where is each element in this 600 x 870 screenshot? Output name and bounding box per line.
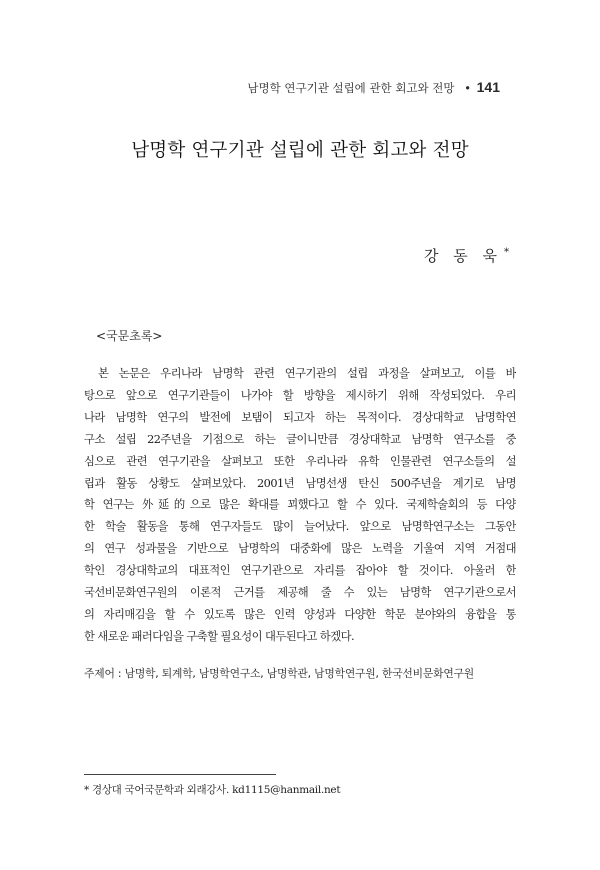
- abstract-line: 탕으로 앞으로 연구기관들이 나가야 할 방향을 제시하기 위해 작성되었다. 우리: [84, 388, 516, 402]
- footnote-divider: [84, 774, 276, 775]
- keywords: [84, 666, 474, 681]
- abstract-line: 나라 남명학 연구의 발전에 보탬이 되고자 하는 목적이다. 경상대학교 남명학연: [84, 410, 516, 424]
- abstract-line: 국선비문화연구원의 이론적 근거를 제공해 줄 수 있는 남명학 연구기관으로서: [84, 586, 516, 600]
- abstract-line: 심으로 관련 연구기관을 살펴보고 또한 우리나라 유학 인물관련 연구소들의 설: [84, 454, 516, 468]
- footnote: * 경상대 국어국문학과 외래강사. kd1115@hanmail.net: [84, 784, 341, 796]
- page-number: 141: [476, 79, 500, 95]
- abstract-body: [84, 363, 516, 648]
- abstract-label: <국문초록>: [96, 329, 163, 343]
- keywords-label: 주제어 :: [84, 667, 122, 680]
- abstract-line: 구소 설립 22주년을 기점으로 하는 글이니만큼 경상대학교 남명학 연구소를 중: [84, 432, 516, 446]
- keywords-list: 남명학, 퇴계학, 남명학연구소, 남명학관, 남명학연구원, 한국선비문화연구원: [124, 667, 475, 680]
- paper-title: 남명학 연구기관 설립에 관한 회고와 전망: [131, 140, 469, 161]
- abstract-line: 립과 활동 상황도 살펴보았다. 2001년 남명선생 탄신 500주년을 계기로 남명: [84, 476, 516, 490]
- abstract-line: 한 학술 활동을 통해 연구자들도 많이 늘어났다. 앞으로 남명학연구소는 그동안: [84, 520, 516, 534]
- abstract-line: 의 자리매김을 할 수 있도록 많은 인력 양성과 다양한 학문 분야와의 융합을 통: [84, 607, 516, 621]
- author-footnote-mark: *: [504, 247, 509, 258]
- abstract-line: 본 논문은 우리나라 남명학 관련 연구기관의 설립 과정을 살펴보고, 이를 바: [98, 367, 516, 380]
- author-name: 강 동 욱: [423, 247, 502, 265]
- abstract-line: 학인 경상대학교의 대표적인 연구기관으로 자리를 잡아야 할 것이다. 아울러 한: [84, 564, 516, 578]
- running-header: [247, 79, 500, 96]
- running-header-bullet: •: [464, 81, 471, 95]
- abstract-line: 의 연구 성과물을 기반으로 남명학의 대중화에 많은 노력을 기울여 지역 거점대: [84, 542, 516, 556]
- running-header-title: 남명학 연구기관 설립에 관한 회고와 전망: [247, 81, 455, 95]
- author: [424, 245, 509, 266]
- abstract-line: 학 연구는 外延的으로 많은 확대를 꾀했다고 할 수 있다. 국제학술회의 등 다양: [84, 498, 516, 512]
- abstract-line: 한 새로운 패러다임을 구축할 필요성이 대두된다고 하겠다.: [84, 629, 354, 643]
